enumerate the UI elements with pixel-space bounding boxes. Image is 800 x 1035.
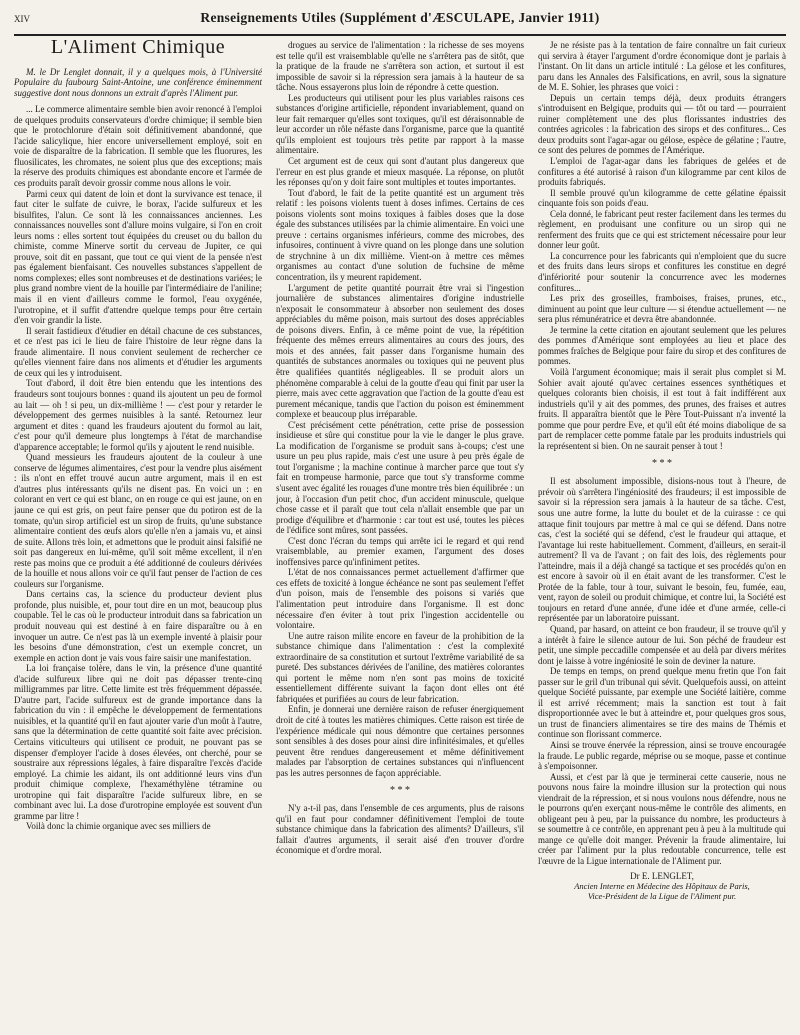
paragraph: Voilà donc la chimie organique avec ses milliers de	[26, 821, 211, 832]
running-title: Renseignements Utiles (Supplément d'ÆSCULAPE, Janvier 1911)	[200, 10, 600, 25]
paragraph: Quand messieurs les fraudeurs ajoutent de la couleur à une conserve de légumes alimentaires, c'est pour la vendre plus aisément : ils n'ont en effet trouvé aucun autre argument, mais il en est d'autres plus intéressants qu'ils ne disent pas. En voici un : en colorant en vert ce qui est blanc, on en rouge ce qui est jaune, on en jaune ce qui est gris, on peut faire penser que du potiron est de la tomate, qu'un sirop artificiel est un sirop de fruits, qu'une substance alimentaire contient des œufs alors qu'elle n'en a jamais vu, et ainsi de suite. Allons très loin, et admettons que le produit ainsi falsifié ne soit pas dangereux en lui-même, qu'il soit même excellent, il n'en reste pas moins que ce produit a été additionné de couleurs dérivées de la houille et nous allons voir ce qu'il faut penser de l'action de ces couleurs sur l'organisme.	[14, 452, 262, 589]
section-separator: * * *	[390, 785, 410, 797]
column-1	[14, 40, 262, 1029]
article	[14, 40, 786, 1029]
article-title: L'Aliment Chimique	[50, 40, 226, 58]
paragraph: L'argument de petite quantité pourrait être vrai si l'ingestion journalière de substances alimentaires d'origine industrielle n'exposait le consommateur à absorber non seulement des doses appréciables du même poison, mais surtout des doses appréciables de poisons divers. Enfin, à ce même point de vue, la répétition fréquente des mêmes erreurs alimentaires au cours des jours, des mois et des années, fait passer dans l'organisme humain des quantités de substances anormales ou toxiques qui ne peuvent plus être qualifiées quantités négligeables. Il se produit alors un phénomène comparable à celui de la goutte d'eau qui finit par user la pierre, mais avec cette aggravation que l'action de la goutte d'eau est purement mécanique, tandis que l'action du poison est éminemment complexe et beaucoup plus irréparable.	[276, 282, 524, 420]
paragraph: Cela donné, le fabricant peut rester facilement dans les termes du règlement, en produisant une confiture ou un sirop qui ne renferment des fruits que ce qui est strictement nécessaire pour leur donner leur goût.	[538, 208, 786, 251]
paragraph: La concurrence pour les fabricants qui n'emploient que du sucre et des fruits dans leurs sirops et confitures les constitue en degré d'infériorité pour soutenir la concurrence avec les modernes confitures...	[538, 250, 786, 293]
paragraph: Il semble prouvé qu'un kilogramme de cette gélatine épaissit cinquante fois son poids d'eau.	[538, 187, 786, 209]
paragraph: Les producteurs qui utilisent pour les plus variables raisons ces substances d'origine artificielle, répondent invariablement, quand on leur fait remarquer qu'elles sont toxiques, qu'il est déraisonnable de leur accorder un rôle néfaste dans l'organisme, parce que la quantité qu'ils emploient est toujours très petite par rapport à la masse alimentaire.	[276, 92, 524, 156]
paragraph: Les prix des groseilles, framboises, fraises, prunes, etc., diminuent au point que leur culture — si étendue actuellement — ne sera plus rémunératrice et devra être abandonnée.	[538, 293, 786, 325]
paragraph: L'état de nos connaissances permet actuellement d'affirmer que ces effets de toxicité à longue échéance ne sont pas seulement l'effet d'un poison, mais de l'ensemble des poisons si variés que l'alimentation peut introduire dans l'organisme. Il est donc nécessaire d'en éviter à tout prix l'ingestion accidentelle ou volontaire.	[276, 567, 524, 631]
paragraph: De temps en temps, on prend quelque menu fretin que l'on fait passer sur le gril d'un tribunal qui sévit. Quelquefois aussi, on atteint quelque Société puissante, par exemple une Société laitière, comme il est arrivé récemment; mais la sanction est tout à fait disproportionnée avec le but à atteindre et, pour quelques gros sous, un trust de financiers alimentaires se tire des mains de Thémis et continue son florissant commerce.	[538, 666, 786, 740]
paragraph: Tout d'abord, il doit être bien entendu que les intentions des fraudeurs sont toujours bonnes : quand ils ajoutent un peu de formol au lait — oh ! si peu, un dix-millième ! — c'est pour y retarder le développement des germes nuisibles à la santé. Retournez leur argument et dites : quand les fraudeurs ajoutent du formol au lait, c'est pour qu'il demeure plus longtemps à l'état de marchandise d'apparence acceptable; le formol qu'ils y ajoutent le rend nuisible.	[14, 378, 262, 452]
paragraph: La loi française tolère, dans le vin, la présence d'une quantité d'acide sulfureux libre qui ne doit pas dépasser trente-cinq milligrammes par litre. Cette limite est très fréquemment dépassée. D'autre part, l'acide sulfureux est de grande importance dans la fabrication du vin : il empêche le développement de fermentations nuisibles, et la quantité qu'il en faut ajouter varie d'un moût à l'autre, sans que la détermination de cette quantité soit faite avec précision. Certains viticulteurs qui utilisent ce produit, ne pouvant pas se dispenser d'employer l'acide à doses élevées, ont cherché, pour se soustraire aux répressions légales, à faire disparaître l'excès d'acide employé. La chimie les aidant, ils ont additionné leurs vins d'un produit chimique complexe, l'hexaméthylène tétramine ou urotropine qui fait disparaître l'acide sulfureux libre, en se combinant avec lui. La dose d'urotropine employée est souvent d'un gramme par litre !	[14, 663, 262, 821]
page-header	[14, 10, 786, 36]
affiliation-line: Vice-Président de la Ligue de l'Aliment pur.	[587, 891, 737, 902]
paragraph: Parmi ceux qui datent de loin et dont la survivance est tenace, il faut citer le sulfate de cuivre, le borax, l'acide sulfureux et les bisulfites, l'alun. Ce sont là les connaissances anciennes. Les connaissances nouvelles sont d'allure moins vulgaire, si l'on en croit leurs noms : elles sortent tout équipées du creuset ou du ballon du chimiste, comme Minerve sortit du cerveau de Jupiter, ce qui prouve, soit dit en passant, que tout ce qui vient de la pensée n'est pas également bienfaisant. Ces nouvelles substances s'appellent de noms complexes; elles sont nombreuses et de destinations variées; le plus grand nombre vient de la houille par l'intermédiaire de l'aniline; mais il en vient d'ailleurs comme le formol, l'eau oxygénée, l'urotropine, et il suffit d'attendre quelque temps pour être certain d'en voir grandir la liste.	[14, 188, 262, 326]
paragraph: Tout d'abord, le fait de la petite quantité est un argument très relatif : les poisons violents tuent à doses infimes. Certains de ces poisons violents sont moins toxiques à faibles doses que la dose égale des substances utilisées par la chimie alimentaire. En voici une preuve : certains organismes inférieurs, comme des microbes, des infusoires, continuent à vivre quand on les plonge dans une solution de strychnine à un dix millième. Vient-on à mettre ces mêmes organismes au contact d'une solution de fuchsine de même concentration, ils y meurent rapidement.	[276, 187, 524, 283]
paragraph: Il serait fastidieux d'étudier en détail chacune de ces substances, et ce n'est pas ici le lieu de faire l'histoire de leur règne dans la fraude alimentaire. Il nous convient seulement de rechercher ce qu'elles viennent faire dans nos aliments et d'étudier les arguments de ceux qui les y introduisent.	[14, 325, 262, 378]
paragraph: Voilà l'argument économique; mais il serait plus complet si M. Sohier avait ajouté qu'avec certaines essences synthétiques et quelques colorants bien choisis, il est tout à fait indifférent aux industriels qu'il y ait des pommes, des prunes, des fraises et autres fruits. Il apparaîtra bientôt que le Père Tout-Puissant n'a inventé la pomme que pour perdre Eve, et qu'il eût été moins diabolique de sa part de remplacer cette pomme fatale par les produits industriels qui la représentent si bien. On ne saurait penser à tout !	[538, 366, 786, 451]
column-3	[538, 40, 786, 1029]
paragraph: Enfin, je donnerai une dernière raison de refuser énergiquement droit de cité à toutes les matières chimiques. Cette raison est tirée de l'expérience médicale qui nous démontre que certaines personnes sont sensibles à des doses pour ainsi dire infinitésimales, et qu'elles peuvent être rendues dangereusement et même définitivement malades par l'absorption de certaines substances qui n'influencent pas les autres personnes de façon appréciable.	[276, 704, 524, 778]
paragraph: Il est absolument impossible, disions-nous tout à l'heure, de prévoir où s'arrêtera l'ingéniosité des fraudeurs; il est impossible de savoir si la répression sera jamais à la hauteur de sa tâche. C'est, sous une autre forme, la lutte du boulet et de la cuirasse : ce qui attaque finit toujours par mettre à mal ce qui se défend. Dans notre cas, c'est la société qui se défend, c'est le fraudeur qui attaque, et l'avantage lui reste habituellement. Comment, d'ailleurs, en serait-il autrement? Il va de l'avant ; on fait des lois, des règlements pour l'atteindre, mais il a déjà changé sa tactique et ses procédés qu'on en est encore à savoir où il en était avant de les transformer. C'est le Protée de la fable, tour à tour, suivant le besoin, feu, fumée, eau, vent, rayon de soleil ou produit chimique, et contre lui, la Société est toujours en retard d'une année, d'une idée et d'une armée, celle-ci représentée par un laboratoire puissant.	[538, 476, 786, 624]
article-intro: M. le Dr Lenglet donnait, il y a quelques mois, à l'Université Populaire du faubourg Saint-Antoine, une conférence éminemment suggestive dont nous donnons un extrait d'après l'Aliment pur.	[14, 66, 262, 98]
section-separator: * * *	[652, 458, 672, 470]
paragraph: C'est précisément cette pénétration, cette prise de possession insidieuse et sûre qui constitue pour la vie le danger le plus grave. La modification de l'organisme se produit sans à-coups; c'est une usure un peu plus rapide, mais c'est une usure à peu près égale de tout l'organisme ; la machine continue à marcher parce que tout s'y fait en trompeuse harmonie, parce que tout s'y transforme comme s'usent avec égalité les rouages d'une montre très bien équilibrée : un jour, à l'occasion d'un petit choc, d'un accident minuscule, quelque chose casse et il paraît que tout cela n'allait ensemble que par un prodige d'équilibre et d'harmonie : car tout est usé, toutes les pièces de l'édifice sont mûres, sont passées.	[276, 419, 524, 536]
paragraph: N'y a-t-il pas, dans l'ensemble de ces arguments, plus de raisons qu'il en faut pour condamner définitivement l'emploi de toute substance chimique dans la fabrication des aliments? D'ailleurs, s'il fallait d'autres arguments, il serait aisé d'en trouver d'ordre économique et d'ordre moral.	[276, 803, 524, 856]
paragraph: ... Le commerce alimentaire semble bien avoir renoncé à l'emploi de quelques produits conservateurs d'ordre chimique; il semble bien que le protochlorure d'étain soit définitivement abandonné, que l'acide salicylique, hier encore universellement employé, soit en voie de disparaître de la fabrication. Il semble que les fluorures, les fluosilicates, les chromates, ne soient plus que des exceptions; mais la réserve des produits chimiques est abondante encore et l'armée de ces produits paraît devoir grossir comme nous allons le voir.	[14, 104, 262, 189]
signature: Dr E. LENGLET,	[630, 870, 694, 881]
paragraph: Je ne résiste pas à la tentation de faire connaître un fait curieux qui servira à étayer l'argument d'ordre économique dont je parlais à l'instant. On lit dans un article intitulé : La gélose et les confitures, paru dans les Annales des Falsifications, en avril, sous la signature de M. E. Sohier, les phrases que voici :	[538, 40, 786, 93]
paragraph: drogues au service de l'alimentation : la richesse de ses moyens est telle qu'il est vraisemblable qu'elle ne s'arrêtera pas de sitôt, que la pratique de la fraude ne s'arrêtera son action, et surtout il est impossible de savoir si la répression sera jamais à la hauteur de sa tâche. Nous essayerons plus loin de répondre à cette question.	[276, 40, 524, 93]
paragraph: Depuis un certain temps déjà, deux produits étrangers s'introduisent en Belgique, produits qui — tôt ou tard — pourraient ruiner complètement une des plus florissantes industries des contrées agricoles : la fabrication des sirops et des confitures... Ces deux produits sont l'agar-agar ou gélose, espèce de gélatine ; l'autre, ce sont des pelures de pommes de l'Amérique.	[538, 92, 786, 156]
affiliation-line: Ancien Interne en Médecine des Hôpitaux de Paris,	[574, 881, 750, 892]
paragraph: L'emploi de l'agar-agar dans les fabriques de gelées et de confitures a été autorisé à raison d'un kilogramme par cent kilos de produits fabriqués.	[538, 156, 786, 188]
paragraph: Une autre raison milite encore en faveur de la prohibition de la substance chimique dans l'alimentation : c'est la complexité extraordinaire de sa constitution et surtout l'extrême variabilité de sa pureté. Des substances dérivées de l'aniline, des matières colorantes qui portent le même nom n'en sont pas moins de toxicité essentiellement différente suivant la façon dont elles ont été fabriquées et purifiées au cours de leur fabrication.	[276, 630, 524, 704]
paragraph: Quand, par hasard, on atteint ce bon fraudeur, il se trouve qu'il y a intérêt à faire le silence autour de lui. Son péché de fraudeur est petit, une simple peccadille compensée et au delà par divers mérites dont je laisse à votre ingéniosité le soin de deviner la nature.	[538, 623, 786, 666]
paragraph: C'est donc l'écran du temps qui arrête ici le regard et qui rend vraisemblable, au premier examen, l'argument des doses inoffensives parce qu'infiniment petites.	[276, 535, 524, 567]
paragraph: Ainsi se trouve énervée la répression, ainsi se trouve encouragée la fraude. Le public regarde, méprise ou se moque, passe et continue à s'empoisonner.	[538, 740, 786, 772]
paragraph: Je termine la cette citation en ajoutant seulement que les pelures des pommes d'Amérique sont employées au lieu et place des pommes fraîches de Belgique pour faire du sirop et des confitures de pommes.	[538, 324, 786, 367]
column-2	[276, 40, 524, 1029]
page-number: XIV	[14, 14, 30, 24]
paragraph: Aussi, et c'est par là que je terminerai cette causerie, nous ne pouvons nous faire la moindre illusion sur la protection qui nous viendrait de la répression, et si nous voulons nous défendre, nous ne le pourrons qu'en exerçant nous-même le contrôle des aliments, en obligeant peu à peu, par la puissance du nombre, les producteurs à se soumettre à ce contrôle, en apprenant peu à peu à la multitude qui mange ce qu'elle doit manger. Prévenir la fraude alimentaire, lui créer par l'aliment pur la plus redoutable concurrence, telle est l'œuvre de la Ligue internationale de l'Aliment pur.	[538, 771, 786, 867]
paragraph: Dans certains cas, la science du producteur devient plus profonde, plus nuisible, et, pour tout dire en un mot, beaucoup plus coupable. Tel le cas où le producteur introduit dans sa fabrication un produit nouveau qui est destiné à en faire disparaître ou à en invoquer un autre. Ce n'est pas là un exemple inventé à plaisir pour les besoins d'une démonstration, c'est un exemple concret, un exemple en action dont je vais vous faire saisir une manifestation.	[14, 589, 262, 663]
paragraph: Cet argument est de ceux qui sont d'autant plus dangereux que l'erreur en est plus grande et mieux masquée. La réponse, on plutôt les réponses qu'on y doit faire sont multiples et toutes importantes.	[276, 156, 524, 188]
